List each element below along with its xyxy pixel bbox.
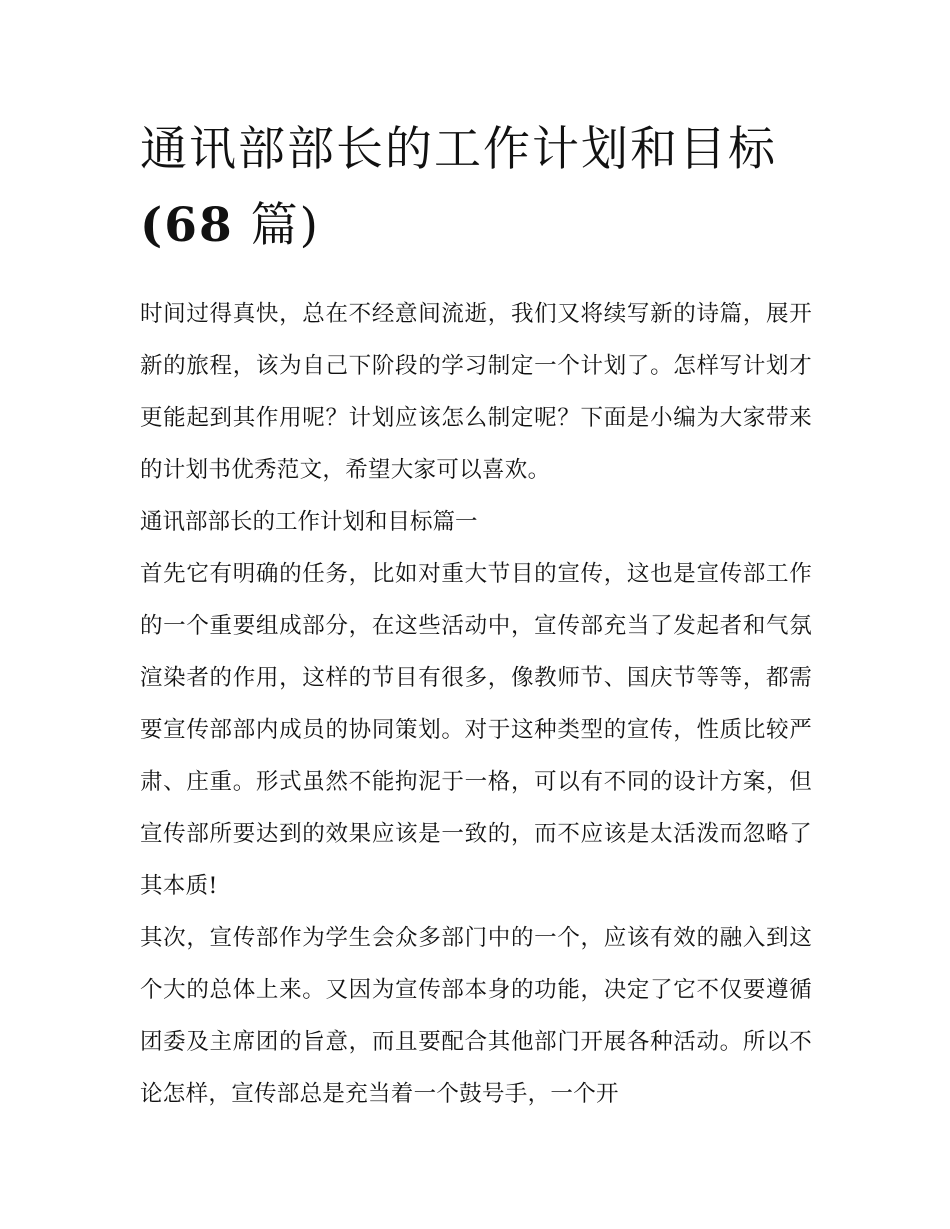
document-title [140, 112, 812, 264]
body-paragraph: 其次，宣传部作为学生会众多部门中的一个，应该有效的融入到这个大的总体上来。又因为宣传部本身的功能，决定了它不仅要遵循团委及主席团的旨意，而且要配合其他部门开展各种活动。所以不论怎样，宣传部总是充当着一个鼓号手，一个开 [140, 925, 812, 1107]
title-suffix: 篇) [233, 198, 320, 253]
section-heading: 通讯部部长的工作计划和目标篇一 [140, 509, 478, 535]
body-paragraph: 首先它有明确的任务，比如对重大节目的宣传，这也是宣传部工作的一个重要组成部分，在这些活动中，宣传部充当了发起者和气氛渲染者的作用，这样的节目有很多，像教师节、国庆节等等，都需要宣传部部内成员的协同策划。对于这种类型的宣传，性质比较严肃、庄重。形式虽然不能拘泥于一格，可以有不同的设计方案，但宣传部所要达到的效果应该是一致的，而不应该是太活泼而忽略了其本质! [140, 561, 812, 899]
document-page [140, 112, 812, 1120]
title-count: (68 [140, 198, 234, 253]
title-line-1: 通讯部部长的工作计划和目标 [140, 122, 777, 177]
intro-paragraph: 时间过得真快，总在不经意间流逝，我们又将续写新的诗篇，展开新的旅程，该为自己下阶段的学习制定一个计划了。怎样写计划才更能起到其作用呢？计划应该怎么制定呢？下面是小编为大家带来的计划书优秀范文，希望大家可以喜欢。 [140, 301, 812, 483]
